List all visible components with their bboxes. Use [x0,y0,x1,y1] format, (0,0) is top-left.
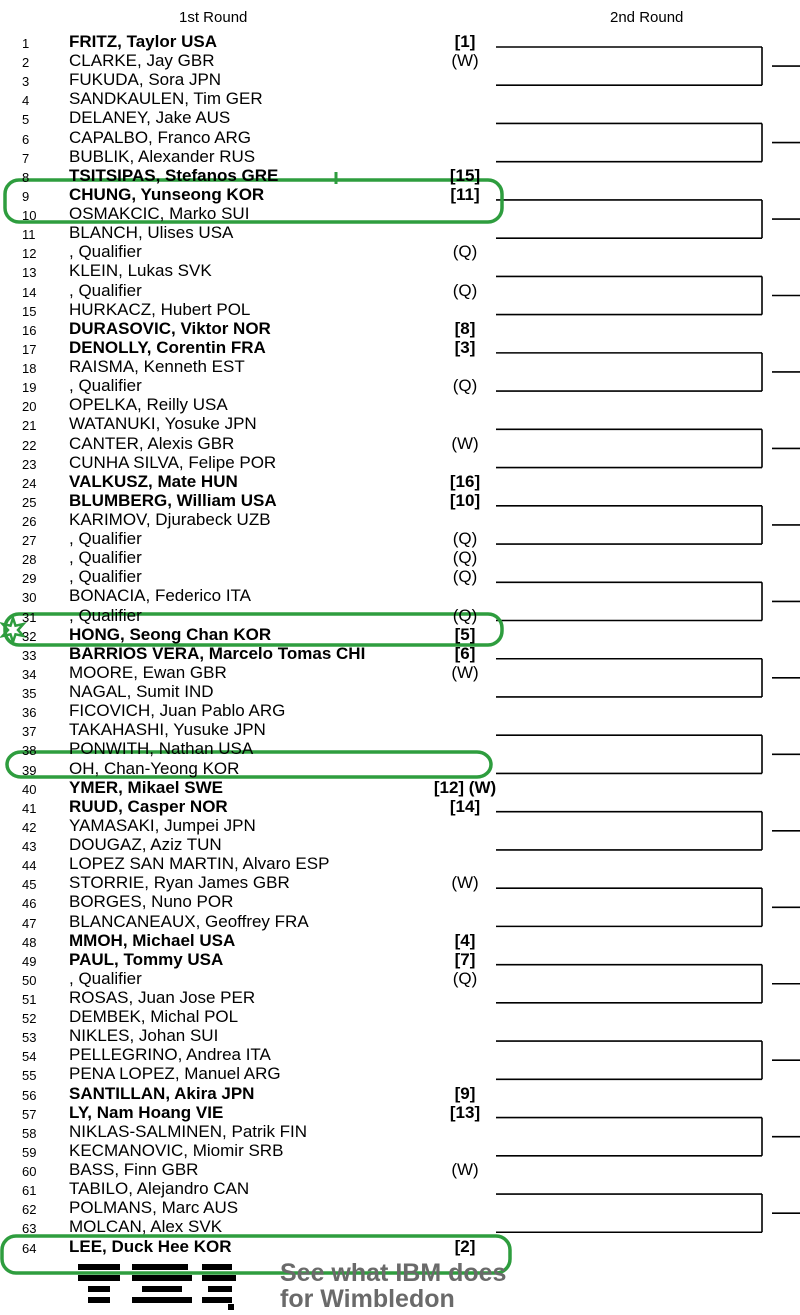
draw-position: 24 [22,475,37,491]
player-seed: [11] [450,184,480,204]
draw-row [0,453,520,472]
draw-position: 23 [22,456,37,472]
draw-position: 26 [22,514,37,529]
player-name: SANDKAULEN, Tim GER [69,89,263,109]
player-name: DOUGAZ, Aziz TUN [69,835,222,855]
draw-row [0,32,520,51]
player-name: DELANEY, Jake AUS [69,108,231,128]
draw-row [0,281,520,300]
draw-position: 49 [22,953,37,969]
draw-position: 48 [22,934,37,950]
sponsor-tagline-line-2: for Wimbledon [280,1285,455,1313]
draw-position: 36 [22,705,37,721]
player-name: LY, Nam Hoang VIE [69,1102,224,1122]
draw-position: 9 [22,188,30,204]
draw-row [0,1179,520,1198]
sponsor-tagline-line-1: See what IBM does [280,1259,507,1287]
player-name: FICOVICH, Juan Pablo ARG [69,701,286,721]
draw-row [0,338,520,357]
draw-position: 1 [22,36,30,51]
draw-row [0,185,520,204]
player-name: NAGAL, Sumit IND [69,682,214,702]
draw-position: 15 [22,303,37,319]
player-name: MOORE, Ewan GBR [69,662,227,682]
draw-position: 21 [22,418,37,434]
player-name: YAMASAKI, Jumpei JPN [69,815,256,835]
draw-position: 41 [22,800,37,816]
player-seed: [4] [454,930,476,950]
draw-row [0,108,520,127]
draw-row [0,1103,520,1122]
draw-row [0,644,520,663]
player-name: PELLEGRINO, Andrea ITA [69,1045,271,1065]
player-name: DENOLLY, Corentin FRA [69,337,266,357]
draw-row [0,1237,520,1256]
draw-position: 32 [22,628,37,644]
draw-row [0,472,520,491]
draw-position: 18 [22,361,37,377]
draw-row [0,625,520,644]
player-name: CLARKE, Jay GBR [69,51,215,71]
draw-position: 28 [22,552,37,568]
draw-row [0,89,520,108]
player-seed: [16] [449,471,481,491]
player-name: ROSAS, Juan Jose PER [69,988,256,1007]
draw-position: 2 [22,55,30,71]
player-name: , Qualifier [69,548,142,568]
draw-position: 56 [22,1087,37,1103]
draw-row [0,1084,520,1103]
player-seed: (Q) [452,567,478,587]
player-name: PAUL, Tommy USA [69,949,224,969]
player-seed: [15] [449,165,481,185]
player-name: MOLCAN, Alex SVK [69,1217,223,1237]
draw-row [0,835,520,854]
player-name: HURKACZ, Hubert POL [69,299,251,319]
player-seed: (Q) [452,548,478,568]
player-name: , Qualifier [69,280,142,300]
draw-position: 54 [22,1049,37,1065]
draw-position: 5 [22,112,30,128]
player-name: CHUNG, Yunseong KOR [69,184,265,204]
player-name: BLANCH, Ulises USA [69,223,234,243]
player-name: CANTER, Alexis GBR [69,433,235,453]
player-seed: [14] [449,796,481,816]
draw-row [0,414,520,433]
draw-position: 3 [22,74,30,90]
draw-position: 40 [22,781,37,797]
draw-row [0,1064,520,1083]
draw-row [0,873,520,892]
draw-position: 8 [22,169,30,185]
draw-position: 27 [22,533,37,549]
player-name: TSITSIPAS, Stefanos GRE [69,165,279,185]
draw-position: 4 [22,93,30,109]
player-name: , Qualifier [69,605,142,625]
draw-row [0,586,520,605]
player-name: NIKLAS-SALMINEN, Patrik FIN [69,1121,308,1141]
draw-position: 62 [22,1202,37,1218]
player-seed: [1] [454,32,476,51]
draw-row [0,529,520,548]
player-name: OPELKA, Reilly USA [69,395,228,415]
draw-row [0,395,520,414]
player-name: OH, Chan-Yeong KOR [69,758,240,778]
ibm-logo-icon [78,1264,238,1310]
player-seed: (W) [451,51,479,71]
draw-row [0,242,520,261]
draw-position: 44 [22,858,37,874]
player-seed: (W) [451,1160,479,1180]
player-name: SANTILLAN, Akira JPN [69,1083,255,1103]
player-name: , Qualifier [69,567,142,587]
draw-row [0,548,520,567]
player-seed: [10] [449,490,481,510]
player-seed: (Q) [452,968,478,988]
player-name: , Qualifier [69,376,142,396]
draw-position: 47 [22,915,37,931]
draw-position: 39 [22,762,37,778]
draw-row [0,510,520,529]
draw-position: 22 [22,437,37,453]
player-name: LOPEZ SAN MARTIN, Alvaro ESP [69,854,330,874]
draw-position: 25 [22,494,37,510]
player-name: BUBLIK, Alexander RUS [69,146,256,166]
draw-row [0,1122,520,1141]
draw-row [0,204,520,223]
draw-row [0,1045,520,1064]
player-seed: [6] [454,643,476,663]
draw-row [0,988,520,1007]
draw-position: 6 [22,131,30,147]
player-seed: (Q) [452,605,478,625]
player-name: BORGES, Nuno POR [69,892,234,912]
draw-position: 43 [22,839,37,855]
draw-position: 52 [22,1011,37,1027]
draw-position: 33 [22,647,37,663]
draw-row [0,491,520,510]
player-seed: [13] [449,1102,481,1122]
draw-row [0,261,520,280]
player-name: FUKUDA, Sora JPN [69,70,222,90]
draw-row [0,51,520,70]
player-seed: (Q) [452,280,478,300]
player-name: PONWITH, Nathan USA [69,739,254,759]
draw-row [0,892,520,911]
draw-row [0,166,520,185]
draw-position: 31 [22,609,37,625]
draw-row [0,300,520,319]
draw-position: 46 [22,896,37,912]
player-name: CUNHA SILVA, Felipe POR [69,452,277,472]
draw-row [0,357,520,376]
player-name: MMOH, Michael USA [69,930,236,950]
draw-position: 16 [22,322,37,338]
draw-row [0,759,520,778]
draw-position: 19 [22,380,37,396]
player-seed: [9] [454,1083,476,1103]
round-1-header: 1st Round [179,9,248,26]
player-name: VALKUSZ, Mate HUN [69,471,238,491]
player-name: RUUD, Casper NOR [69,796,228,816]
player-name: RAISMA, Kenneth EST [69,357,245,377]
draw-row [0,969,520,988]
player-seed: [5] [454,624,476,644]
draw-position: 11 [22,227,36,243]
draw-position: 57 [22,1106,37,1122]
draw-row [0,720,520,739]
player-seed: [7] [454,949,476,969]
draw-row [0,606,520,625]
draw-position: 17 [22,341,37,357]
round-2-header: 2nd Round [610,9,684,26]
draw-row [0,1217,520,1236]
player-name: WATANUKI, Yosuke JPN [69,414,257,434]
draw-row [0,70,520,89]
draw-position: 53 [22,1030,37,1046]
draw-position: 30 [22,590,37,606]
player-name: TAKAHASHI, Yusuke JPN [69,720,266,740]
player-name: , Qualifier [69,968,142,988]
player-name: BARRIOS VERA, Marcelo Tomas CHI [69,643,366,663]
draw-position: 35 [22,686,37,702]
player-name: KARIMOV, Djurabeck UZB [69,510,271,529]
player-name: NIKLES, Johan SUI [69,1026,219,1046]
player-name: STORRIE, Ryan James GBR [69,873,290,893]
draw-row [0,701,520,720]
draw-position: 42 [22,819,37,835]
draw-row [0,1160,520,1179]
player-seed: (Q) [452,529,478,549]
draw-row [0,567,520,586]
draw-row [0,1026,520,1045]
draw-position: 50 [22,972,37,988]
player-seed: (W) [451,433,479,453]
player-name: PENA LOPEZ, Manuel ARG [69,1064,281,1084]
player-name: , Qualifier [69,242,142,262]
player-name: DEMBEK, Michal POL [69,1007,239,1027]
player-seed: (Q) [452,242,478,262]
draw-position: 34 [22,666,37,682]
draw-position: 63 [22,1221,37,1237]
player-name: CAPALBO, Franco ARG [69,127,252,147]
draw-row [0,376,520,395]
player-seed: (Q) [452,376,478,396]
draw-row [0,128,520,147]
player-name: POLMANS, Marc AUS [69,1198,239,1218]
draw-position: 64 [22,1240,37,1256]
draw-row [0,1007,520,1026]
player-seed: [2] [454,1236,476,1256]
player-name: BLUMBERG, William USA [69,490,277,510]
draw-position: 59 [22,1144,37,1160]
draw-row [0,223,520,242]
draw-position: 55 [22,1068,37,1084]
player-name: BASS, Finn GBR [69,1160,199,1180]
player-name: TABILO, Alejandro CAN [69,1179,250,1199]
player-name: FRITZ, Taylor USA [69,32,217,51]
draw-row [0,797,520,816]
draw-row [0,434,520,453]
draw-row [0,319,520,338]
player-name: LEE, Duck Hee KOR [69,1236,232,1256]
draw-position: 37 [22,724,37,740]
player-name: KECMANOVIC, Miomir SRB [69,1140,284,1160]
draw-row [0,663,520,682]
draw-row [0,931,520,950]
draw-position: 10 [22,208,37,224]
draw-row [0,778,520,797]
draw-row [0,950,520,969]
draw-position: 61 [22,1183,37,1199]
player-name: KLEIN, Lukas SVK [69,261,212,281]
draw-row [0,912,520,931]
player-seed: (W) [451,662,479,682]
draw-position: 60 [22,1164,37,1180]
draw-row [0,682,520,701]
sponsor-tagline [280,1260,506,1312]
draw-row [0,1198,520,1217]
player-name: , Qualifier [69,529,142,549]
player-seed: [3] [454,337,476,357]
player-seed: [8] [454,318,476,338]
draw-position: 45 [22,877,37,893]
draw-position: 12 [22,246,37,262]
draw-position: 14 [22,284,37,300]
player-name: OSMAKCIC, Marko SUI [69,204,250,224]
player-seed: (W) [451,873,479,893]
player-name: HONG, Seong Chan KOR [69,624,272,644]
player-name: BONACIA, Federico ITA [69,586,252,606]
player-name: BLANCANEAUX, Geoffrey FRA [69,911,309,931]
draw-row [0,854,520,873]
player-name: YMER, Mikael SWE [69,777,223,797]
draw-row [0,816,520,835]
draw-position: 13 [22,265,37,281]
draw-row [0,147,520,166]
player-seed: [12] (W) [433,777,497,797]
player-name: DURASOVIC, Viktor NOR [69,318,271,338]
draw-position: 58 [22,1125,37,1141]
draw-position: 7 [22,150,30,166]
ibm-logo [78,1264,238,1315]
draw-position: 51 [22,992,37,1007]
draw-position: 38 [22,743,37,759]
draw-position: 20 [22,399,37,415]
draw-position: 29 [22,571,37,587]
draw-row [0,739,520,758]
draw-row [0,1141,520,1160]
